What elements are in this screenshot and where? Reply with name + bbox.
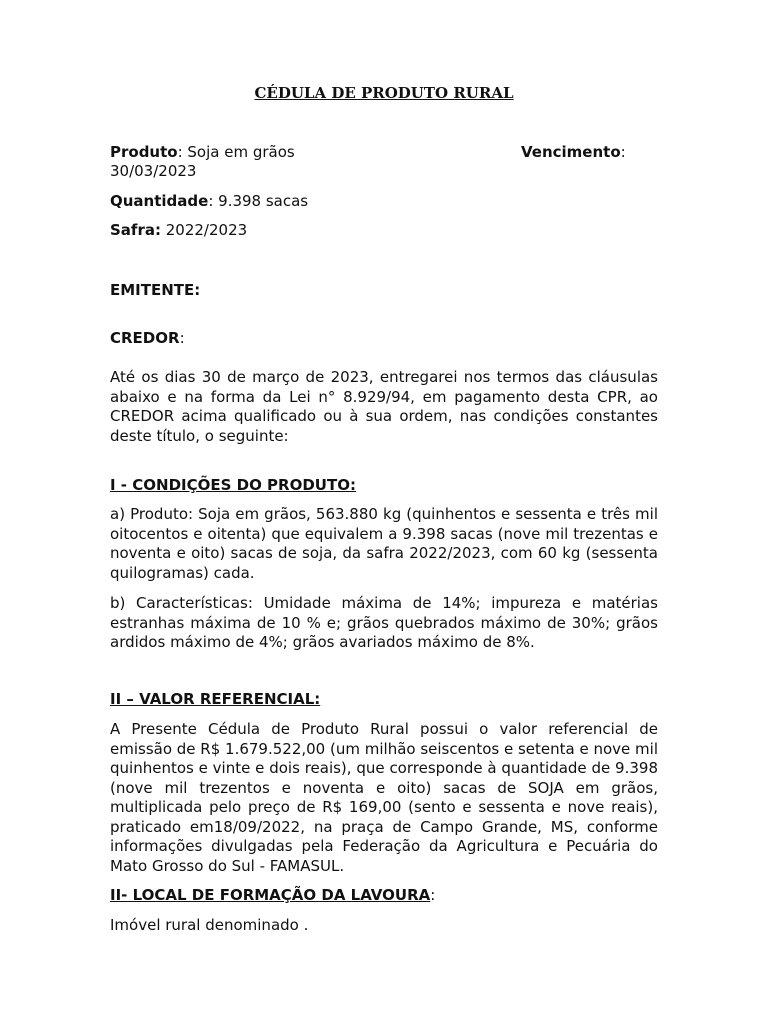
quantidade-value: : 9.398 sacas bbox=[208, 192, 309, 210]
vencimento-value: 30/03/2023 bbox=[110, 162, 197, 180]
section3-heading-sep: : bbox=[430, 886, 436, 904]
emitente-label: EMITENTE: bbox=[110, 281, 201, 299]
vencimento-field bbox=[521, 143, 626, 163]
credor-label: CREDOR bbox=[110, 329, 180, 347]
credor-sep: : bbox=[179, 329, 185, 347]
section2-paragraph: A Presente Cédula de Produto Rural possui o valor referencial de emissão de R$ 1.679.522,00 (um milhão seiscentos e setenta e nove mil quinhentos e vinte e dois reais), que corresponde à quantidade de 9.398 (nove mil trezentos e noventa e oito) sacas de SOJA em grãos, multiplicada pelo preço de R$ 169,00 (sento e sessenta e nove reais), praticado em18/09/2022, na praça de Campo Grande, MS, conforme informações divulgadas pela Federação da Agricultura e Pecuária do Mato Grosso do Sul - FAMASUL. bbox=[110, 720, 658, 875]
section3-heading-line bbox=[110, 886, 658, 906]
vencimento-sep: : bbox=[620, 143, 626, 161]
safra-value: 2022/2023 bbox=[160, 221, 248, 239]
section3-paragraph: Imóvel rural denominado . bbox=[110, 916, 309, 934]
produto-value: : Soja em grãos bbox=[177, 143, 295, 161]
section3-heading: II- LOCAL DE FORMAÇÃO DA LAVOURA bbox=[110, 886, 431, 904]
quantidade-label: Quantidade bbox=[110, 192, 209, 210]
safra-line bbox=[110, 221, 658, 241]
produto-label: Produto bbox=[110, 143, 178, 161]
section1-item-a: a) Produto: Soja em grãos, 563.880 kg (quinhentos e sessenta e três mil oitocentos e oitenta) que equivalem a 9.398 sacas (nove mil trezentas e noventa e oito) sacas de soja, da safra 2022/2023, com 60 kg (sessenta quilogramas) cada. bbox=[110, 505, 658, 582]
intro-paragraph: Até os dias 30 de março de 2023, entregarei nos termos das cláusulas abaixo e na forma da Lei n° 8.929/94, em pagamento desta CPR, ao CREDOR acima qualificado ou à sua ordem, nas condições constantes deste título, o seguinte: bbox=[110, 368, 658, 445]
safra-label: Safra: bbox=[110, 221, 161, 239]
section2-heading: II – VALOR REFERENCIAL: bbox=[110, 690, 321, 708]
document-title: CÉDULA DE PRODUTO RURAL bbox=[254, 84, 514, 102]
quantidade-line bbox=[110, 192, 658, 212]
vencimento-label: Vencimento bbox=[521, 143, 621, 161]
section1-heading: I - CONDIÇÕES DO PRODUTO: bbox=[110, 476, 356, 494]
produto-line bbox=[110, 143, 658, 163]
section1-item-b: b) Características: Umidade máxima de 14%; impureza e matérias estranhas máxima de 10 % e; grãos quebrados máximo de 30%; grãos ardidos máximo de 4%; grãos avariados máximo de 8%. bbox=[110, 594, 658, 651]
credor-line bbox=[110, 329, 658, 349]
